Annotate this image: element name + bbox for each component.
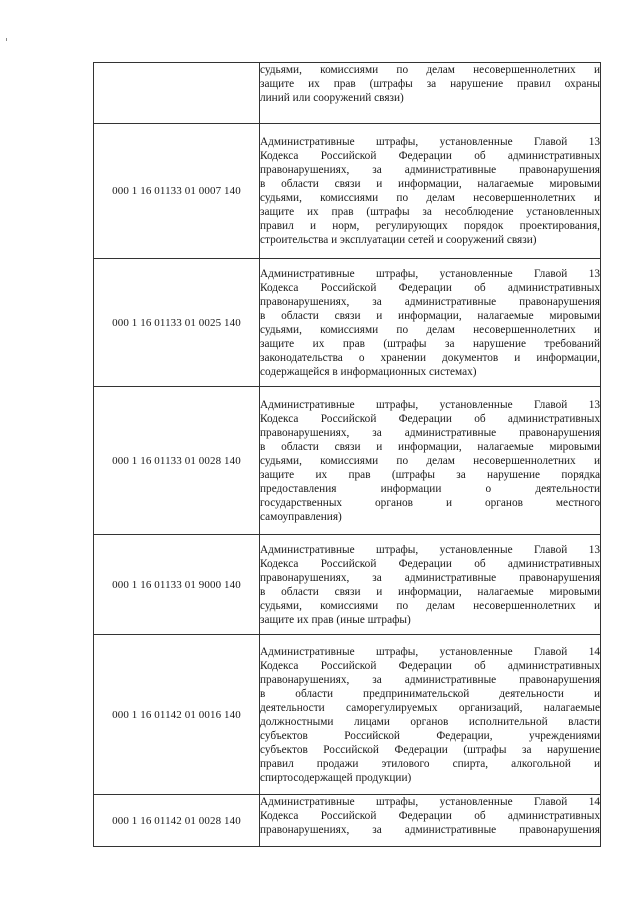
description-line: в области предпринимательской деятельности и xyxy=(260,687,600,700)
description-cell xyxy=(260,635,601,795)
description-line: Административные штрафы, установленные Главой 14 xyxy=(260,645,600,658)
kbk-code-cell: 000 1 16 01142 01 0016 140 xyxy=(94,635,260,795)
description-line: защите их прав (штрафы за нарушение правил охраны xyxy=(260,78,600,90)
description-line: Кодекса Российской Федерации об административных xyxy=(260,150,600,162)
description-line: содержащейся в информационных системах) xyxy=(260,365,477,378)
description-line: Административные штрафы, установленные Главой 13 xyxy=(260,136,600,148)
description-line: защите их прав (иные штрафы) xyxy=(260,613,411,626)
description-line: правонарушениях, за административные правонарушения xyxy=(260,673,600,686)
kbk-code-cell: 000 1 16 01133 01 0025 140 xyxy=(94,259,260,387)
kbk-code-cell: 000 1 16 01142 01 0028 140 xyxy=(94,795,260,847)
description-line: судьями, комиссиями по делам несовершеннолетних и xyxy=(260,192,600,204)
description-line: правил и норм, регулирующих порядок проектирования, xyxy=(260,220,600,232)
table-body xyxy=(94,63,601,847)
table-row xyxy=(94,387,601,535)
description-line: Административные штрафы, установленные Главой 13 xyxy=(260,398,600,411)
description-line: Кодекса Российской Федерации об административных xyxy=(260,557,600,570)
description-line: государственных органов и органов местного xyxy=(260,496,600,509)
description-cell xyxy=(260,535,601,635)
description-line: Кодекса Российской Федерации об административных xyxy=(260,412,600,425)
description-line: судьями, комиссиями по делам несовершеннолетних и xyxy=(260,64,600,76)
description-line: правонарушениях, за административные правонарушения xyxy=(260,426,600,439)
description-cell xyxy=(260,795,601,847)
description-line: правонарушениях, за административные правонарушения xyxy=(260,164,600,176)
page-margin-mark xyxy=(6,38,7,41)
fines-table xyxy=(93,62,601,847)
description-line: защите их прав (штрафы за нарушение порядка xyxy=(260,468,600,481)
description-line: Кодекса Российской Федерации об административных xyxy=(260,659,600,672)
description-line: правонарушениях, за административные правонарушения xyxy=(260,571,600,584)
description-line: Кодекса Российской Федерации об административных xyxy=(260,281,600,294)
kbk-code-cell: 000 1 16 01133 01 0028 140 xyxy=(94,387,260,535)
description-line: правонарушениях, за административные правонарушения xyxy=(260,295,600,308)
description-cell xyxy=(260,259,601,387)
description-line: судьями, комиссиями по делам несовершеннолетних и xyxy=(260,454,600,467)
description-line: субъектов Российской Федерации, учреждениями xyxy=(260,729,600,742)
description-line: защите их прав (штрафы за несоблюдение установленных xyxy=(260,206,600,218)
table-row xyxy=(94,259,601,387)
description-line: спиртосодержащей продукции) xyxy=(260,771,412,784)
description-line: в области связи и информации, налагаемые мировыми xyxy=(260,585,600,598)
description-line: законодательства о хранении документов и информации, xyxy=(260,351,600,364)
description-line: в области связи и информации, налагаемые мировыми xyxy=(260,440,600,453)
description-line: в области связи и информации, налагаемые мировыми xyxy=(260,309,600,322)
table-row xyxy=(94,63,601,124)
description-line: линий или сооружений связи) xyxy=(260,92,404,104)
description-line: строительства и эксплуатации сетей и сооружений связи) xyxy=(260,234,537,246)
description-cell xyxy=(260,124,601,259)
table-row xyxy=(94,535,601,635)
description-line: деятельности саморегулируемых организаций, налагаемые xyxy=(260,701,600,714)
kbk-code-cell xyxy=(94,63,260,124)
description-line: предоставления информации о деятельности xyxy=(260,482,600,495)
table-row xyxy=(94,635,601,795)
description-line: судьями, комиссиями по делам несовершеннолетних и xyxy=(260,323,600,336)
description-line: защите их прав (штрафы за нарушение требований xyxy=(260,337,600,350)
table-row xyxy=(94,124,601,259)
description-line: Административные штрафы, установленные Главой 14 xyxy=(260,796,600,808)
description-cell xyxy=(260,387,601,535)
description-line: самоуправления) xyxy=(260,510,342,523)
kbk-code-cell: 000 1 16 01133 01 9000 140 xyxy=(94,535,260,635)
description-line: Административные штрафы, установленные Главой 13 xyxy=(260,267,600,280)
description-line: Административные штрафы, установленные Главой 13 xyxy=(260,543,600,556)
kbk-code-cell: 000 1 16 01133 01 0007 140 xyxy=(94,124,260,259)
table-row xyxy=(94,795,601,847)
description-line: судьями, комиссиями по делам несовершеннолетних и xyxy=(260,599,600,612)
description-cell xyxy=(260,63,601,124)
description-line: должностными лицами органов исполнительной власти xyxy=(260,715,600,728)
description-line: правонарушениях, за административные правонарушения xyxy=(260,824,600,836)
description-line: правил продажи этилового спирта, алкогольной и xyxy=(260,757,600,770)
description-line: в области связи и информации, налагаемые мировыми xyxy=(260,178,600,190)
description-line: субъектов Российской Федерации (штрафы за нарушение xyxy=(260,743,600,756)
description-line: Кодекса Российской Федерации об административных xyxy=(260,810,600,822)
